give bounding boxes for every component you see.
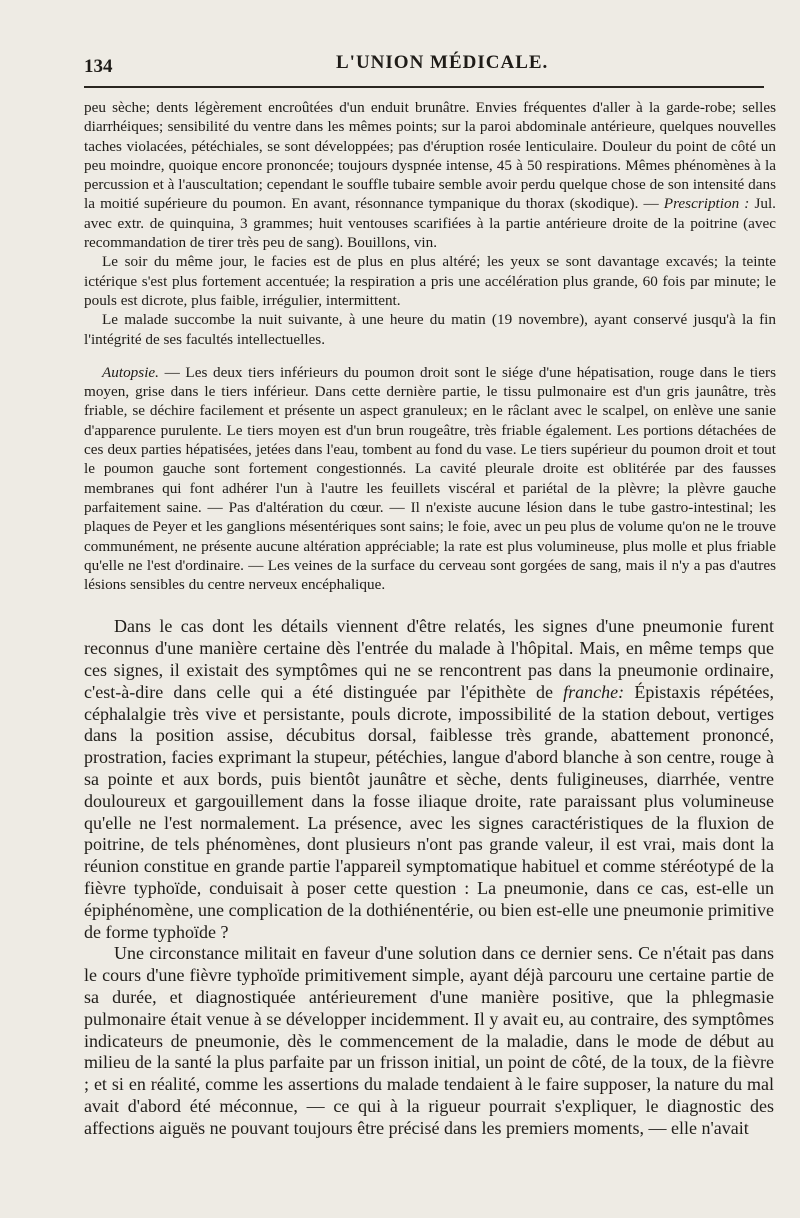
autopsy-lead: Autopsie.: [102, 363, 159, 381]
running-title: L'UNION MÉDICALE.: [336, 52, 549, 73]
page-header: [84, 50, 776, 76]
clinical-paragraph-2: Le soir du même jour, le facies est de plus en plus altéré; les yeux se sont davantage excavés; la teinte ictérique s'est plus fortement accentuée; la respiration a pris une accélération plus grande, 60 fois par minute; le pouls est dicrote, plus faible, irrégulier, intermittent.: [84, 253, 776, 309]
prescription-text: Jul. avec extr. de quinquina, 3 grammes; huit ventouses scarifiées à la partie antérieure droite de la poitrine (avec recommandation de tirer très peu de sang). Bouillons, vin.: [84, 195, 776, 252]
clinical-text-1: peu sèche; dents légèrement encroûtées d'un enduit brunâtre. Envies fréquentes d'aller à la garde-robe; selles diarrhéiques; sensibilité du ventre dans les mêmes points; sur la paroi abdominale antérieure, quelques nouvelles taches violacées, pétéchiales, se sont développées; pas d'éruption rosée lenticulaire. Douleur du point de côté un peu moindre, quoique encore prononcée; toujours dyspnée intense, 45 à 50 respirations. Mêmes phénomènes à la percussion et à l'auscultation; cependant le souffle tubaire semble avoir perdu quelque chose de son intensité dans la moitié supérieure du poumon. En avant, résonnance tympanique du thorax (skodique). —: [84, 99, 776, 213]
page-number: 134: [84, 56, 113, 77]
discussion-paragraph-1: [84, 616, 776, 943]
autopsy-text: — Les deux tiers inférieurs du poumon droit sont le siége d'une hépatisation, rouge dans le tiers moyen, grise dans le tiers inférieur. Dans cette dernière partie, le tissu pulmonaire est d'un gris jaunâtre, très friable, se déchire facilement et présente un aspect granuleux; en le râclant avec le scalpel, on enlève une sanie d'apparence purulente. Le tiers moyen est d'un brun rougeâtre, très friable également. Les portions détachées de ces deux parties hépatisées, jetées dans l'eau, tombent au fond du vase. Le tiers supérieur du poumon droit et tout le poumon gauche sont fortement congestionnés. La cavité pleurale droite est oblitérée par des fausses membranes qui font adhérer l'un à l'autre les feuillets viscéral et pariétal de la plèvre; la plèvre gauche parfaitement saine. — Pas d'altération du cœur. — Il n'existe aucune lésion dans le tube gastro-intestinal; les plaques de Peyer et les ganglions mésentériques sont sains; le foie, avec un peu plus de volume qu'on ne le trouve communément, ne présente aucune altération appréciable; la rate est plus volumineuse, plus molle et plus friable qu'elle ne l'est d'ordinaire. — Les veines de la surface du cerveau sont gorgées de sang, mais il n'y a pas d'autres lésions sensibles du centre nerveux encéphalique.: [84, 363, 776, 594]
autopsy-paragraph: [84, 363, 776, 595]
prescription-label: Prescription :: [663, 195, 750, 213]
section-separator: [84, 594, 776, 616]
clinical-paragraph-1: [84, 98, 776, 252]
discussion-text-1b: Épistaxis répétées, céphalalgie très vive et persistante, pouls dicrote, impossibilité de la station debout, vertiges dans la position assise, décubitus dorsal, faiblesse très grande, abattement prononcé, prostration, facies exprimant la stupeur, pétéchies, langue d'abord blanche à son centre, rouge à sa pointe et aux bords, puis bientôt jaunâtre et sèche, dents fuligineuses, diarrhée, ventre douloureux et gargouillement dans la fosse iliaque droite, rate paraissant plus volumineuse qu'elle ne l'est normalement. La présence, avec les signes caractéristiques de la fluxion de poitrine, de tels phénomènes, dont plusieurs n'ont pas grande valeur, il est vrai, mais dont la réunion constitue en grande partie l'appareil symptomatique habituel et comme stéréotypé de la fièvre typhoïde, conduisait à poser cette question : La pneumonie, dans ce cas, est-elle un épiphénomène, une complication de la dothiénentérie, ou bien est-elle une pneumonie primitive de forme typhoïde ?: [84, 681, 774, 942]
header-rule: [84, 86, 764, 88]
discussion-emphasis: franche:: [563, 681, 625, 702]
clinical-paragraph-3: Le malade succombe la nuit suivante, à une heure du matin (19 novembre), ayant conservé jusqu'à la fin l'intégrité de ses facultés intellectuelles.: [84, 311, 776, 348]
discussion-paragraph-2: Une circonstance militait en faveur d'une solution dans ce dernier sens. Ce n'était pas dans le cours d'une fièvre typhoïde primitivement simple, ayant déjà parcouru une certaine partie de sa durée, et diagnostiquée antérieurement d'une manière positive, que la phlegmasie pulmonaire était venue à se développer incidemment. Il y avait eu, au contraire, des symptômes indicateurs de pneumonie, dès le commencement de la maladie, dans le mode de début au milieu de la santé la plus parfaite par un frisson initial, un point de côté, de la toux, de la fièvre ; et si en réalité, comme les assertions du malade tendaient à le faire supposer, la nature du mal avait d'abord été méconnue, — ce qui à la rigueur pourrait s'expliquer, le diagnostic des affections aiguës ne pouvant toujours être précisé dans les premiers moments, — elle n'avait: [84, 943, 774, 1138]
discussion-text-1a: Dans le cas dont les détails viennent d'être relatés, les signes d'une pneumonie furent reconnus d'une manière certaine dès l'entrée du malade à l'hôpital. Mais, en même temps que ces signes, il existait des symptômes qui ne se rencontrent pas dans la pneumonie ordinaire, c'est-à-dire dans celle qui a été distinguée par l'épithète de: [84, 616, 774, 702]
